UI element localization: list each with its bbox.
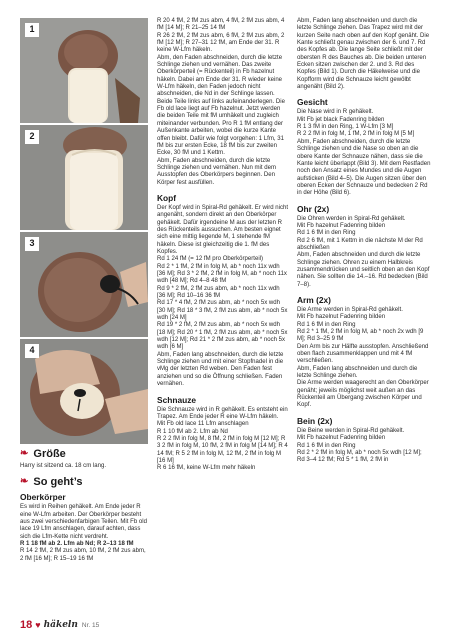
right-p3: Mit Fb jet black Fadenring bilden [297,116,385,123]
photo-number: 1 [25,23,39,37]
photo-step-3 [20,232,148,337]
right-p2: Die Nase wird in R gehäkelt. [297,109,374,116]
size-heading-text: Größe [33,448,66,460]
right-p6: Abm, Faden abschneiden, durch die letzte Schlinge ziehen und die Nase so oben an die obere Kante der Schnauze nähen, dass sie die Kante leicht überlappt (Bild 3). Mit dem Restfaden noch den Ansatz eines Mundes und die Augen aufsticken (Bild 4–5). Die Augen sitzen über den oberen Ecken der Schnauze und bedecken 2 Rd in der Höhe (Bild 6). [297,138,431,197]
oberkoerper-p1: Es wird in Reihen gehäkelt. Am Ende jeder R eine W-Lfm arbeiten. Der Oberkörper besteht aus zwei verschiedenfarbigen Teilen. Mit Fb old lace 19 Lfm anschlagen, darauf achten, dass sich die Lfm-Kette nicht verdreht. [20,504,147,540]
middle-p14: R 1 10 fM ab 2. Lfm ab Nd [157,428,228,435]
right-p21: Rd 1 6 fM in den Ring [297,442,356,449]
middle-p1: R 20 4 fM, 2 fM zus abm, 4 fM, 2 fM zus abm, 4 fM [14 M]; R 21–25 14 fM [157,18,285,32]
middle-p4: Abm, Faden abschneiden, durch die letzte Schlinge ziehen und vernähen. Nun mit dem Ausstopfen des Oberkörpers beginnen. Den Körper fest ausfüllen. [157,157,276,186]
page-footer [20,618,99,632]
middle-p15: R 2 2 fM in folg M, 8 fM, 2 fM in folg M [12 M]; R 3 2 fM in folg M, 10 fM, 2 fM in folg M [14 M]; R 4 14 fM; R 5 2 fM in folg M, 12 fM, 2 fM in folg M [16 M] [157,435,288,464]
size-heading [20,448,148,460]
middle-p2: R 26 2 fM, 2 fM zus abm, 6 fM, 2 fM zus abm, 2 fM [12 M]; R 27–31 12 fM, am Ende der 31. R keine W-Lfm häkeln. [157,32,285,54]
schnauze-heading: Schnauze [157,394,197,405]
left-column [20,18,148,563]
middle-p13: Mit Fb old lace 11 Lfm anschlagen [157,421,249,428]
right-p19: Die Beine werden in Spiral-Rd gehäkelt. [297,427,405,434]
heart-icon: ♥ [35,620,41,630]
right-p15: Rd 2 * 1 fM, 2 fM in folg M, ab * noch 2x wdh [9 M]; Rd 3–25 9 fM [297,329,424,343]
size-text: Harry ist sitzend ca. 18 cm lang. [20,463,107,469]
middle-p3: Abm, den Faden abschneiden, durch die letzte Schlinge ziehen und vernähen. Das zweite Oberkörperteil (= Rückenteil) in Fb hazelnut häkeln. Dabei am Ende der 31. R wieder keine W-Lfm häkeln, den Faden jedoch nicht abschneiden, die Nd in der Schlinge lassen. Beide Teile links auf links aufeinanderlegen. Die Fb old lace liegt auf Fb hazelnut. Jetzt werden die beiden Teile mit fM umhäkelt und zugleich miteinander verbunden. Pro R 1 fM entlang der Außenkante arbeiten, wobei die kurze Kante offen bleibt. Dafür wie folgt vorgehen: 1 Lfm, 31 fM bis zur ersten Ecke, 18 fM bis zur zweiten Ecke, 30 fM und 1 Kettm. [157,54,285,157]
photo-step-1 [20,18,148,123]
right-p14: Rd 1 6 fM in den Ring [297,321,356,328]
photo-step-4 [20,339,148,444]
ohr-heading: Ohr (2x) [297,203,330,214]
oberkoerper-p3: R 14 2 fM, 2 fM zus abm, 10 fM, 2 fM zus abm, 2 fM [16 M]; R 15–19 16 fM [20,548,146,562]
right-p16: Den Arm bis zur Hälfte ausstopfen. Anschließend oben flach zusammenklappen und mit 4 fM verschließen. [297,343,429,365]
photo-step-2 [20,125,148,230]
right-p13: Mit Fb hazelnut Fadenring bilden [297,314,386,321]
right-p5: R 2 2 fM in folg M, 1 fM, 2 fM in folg M [5 M] [297,131,415,138]
right-column [297,18,431,465]
middle-p6: Rd 1 24 fM (= 12 fM pro Oberkörperteil) [157,256,264,263]
right-p4: R 1 3 fM in den Ring, 1 W-Lfm [3 M] [297,124,394,131]
kopf-heading: Kopf [157,192,177,203]
middle-p12: Die Schnauze wird in R gehäkelt. Es entsteht ein Trapez. Am Ende jeder R eine W-Lfm häkeln. [157,406,288,420]
middle-p8: Rd 9 * 2 fM, 2 fM zus abm, ab * noch 11x wdh [36 M]; Rd 10–16 36 fM [157,285,280,300]
star-icon: ❧ [20,448,29,459]
middle-p16: R 6 16 fM, keine W-Lfm mehr häkeln [157,465,256,472]
star-icon: ❧ [20,476,29,488]
photo-number: 4 [25,344,39,358]
right-p17: Abm, Faden lang abschneiden und durch die letzte Schlinge ziehen. [297,365,418,380]
issue-number: Nr. 15 [81,621,100,629]
middle-p7: Rd 2 * 1 fM, 2 fM in folg M, ab * noch 11x wdh [36 M]; Rd 3 * 2 fM, 2 fM in folg M, ab * noch 11x wdh [48 M]; Rd 4–8 48 fM [157,263,287,285]
right-p18: Die Arme werden waagerecht an den Oberkörper genäht; jeweils möglichst weit außen an das Rückenteil am Übergang zwischen Körper und Kopf. [297,380,429,409]
middle-p10: Rd 19 * 2 fM, 2 fM zus abm, ab * noch 5x wdh [18 M]; Rd 20 * 1 fM, 2 fM zus abm, ab * noch 5x wdh [12 M]; Rd 21 * 2 fM zus abm, ab * noch 5x wdh [6 M] [157,322,288,351]
right-p8: Mit Fb hazelnut Fadenring bilden [297,222,386,229]
middle-column [157,18,289,473]
page-number: 18 [20,619,33,631]
oberkoerper-heading: Oberkörper [20,492,66,503]
arm-heading: Arm (2x) [297,295,331,305]
middle-p9: Rd 17 * 4 fM, 2 fM zus abm, ab * noch 5x wdh [30 M]; Rd 18 * 3 fM, 2 fM zus abm, ab * noch 5x wdh [24 M] [157,300,288,322]
middle-p5: Der Kopf wird in Spiral-Rd gehäkelt. Er wird nicht angenäht, sondern direkt an den Oberkörper gehäkelt. Dafür irgendeine M aus der letzten R des Rückenteils aussuchen. Am besten eignet sich eine mittig liegende M, 1 stehende fM häkeln. Diese ist gleichzeitig die 1. fM des Kopfes. [157,204,289,255]
right-p11: Abm, Faden abschneiden und durch die letzte Schlinge ziehen. Ohren zu einem Halbkreis zusammendrücken und seitlich oben an den Kopf nähen. Sie sollten die 14.–16. Rd bedecken (Bild 7–8). [297,252,430,288]
photo-stack [20,18,148,444]
howto-heading-text: So geht’s [33,476,83,489]
right-p9: Rd 1 6 fM in den Ring [297,230,356,237]
right-p1: Abm, Faden lang abschneiden und durch die letzte Schlinge ziehen. Das Trapez wird mit der kurzen Seite nach oben auf den Kopf genäht. Die Kante schließt genau zwischen der 6. und 7. Rd des Kopfes ab. Die lange Seite schließt mit der obersten R des Bauches ab. Die beiden unteren Ecken sitzen zwischen der 2. und 3. Rd des Kopfes (Bild 1). Durch die Häkelweise und die Kopfform wird die Schnauze leicht gewölbt angenäht (Bild 2). [297,18,430,91]
gesicht-heading: Gesicht [297,97,328,108]
right-p20: Mit Fb hazelnut Fadenring bilden [297,435,386,442]
right-p10: Rd 2 6 fM, mit 1 Kettm in die nächste M der Rd abschließen [297,237,423,251]
photo-number: 3 [25,237,39,251]
howto-heading [20,476,148,488]
oberkoerper-p2: R 1 18 fM ab 2. Lfm ab Nd; R 2–13 18 fM [20,541,134,548]
middle-p11: Abm, Faden lang abschneiden, durch die letzte Schlinge ziehen und mit einer Stopfnadel in die vMg der letzten Rd weben. Den Faden fest anziehen und so die Öffnung schließen. Faden vernähen. [157,351,284,388]
magazine-brand: häkeln [43,620,78,630]
right-p7: Die Ohren werden in Spiral-Rd gehäkelt. [297,215,406,222]
right-p22: Rd 2 * 2 fM in folg M, ab * noch 5x wdh [12 M]; Rd 3–4 12 fM; Rd 5 * 1 fM, 2 fM in [297,449,422,464]
bein-heading: Bein (2x) [297,415,333,426]
right-p12: Die Arme werden in Spiral-Rd gehäkelt. [297,307,403,313]
photo-number: 2 [25,130,39,144]
